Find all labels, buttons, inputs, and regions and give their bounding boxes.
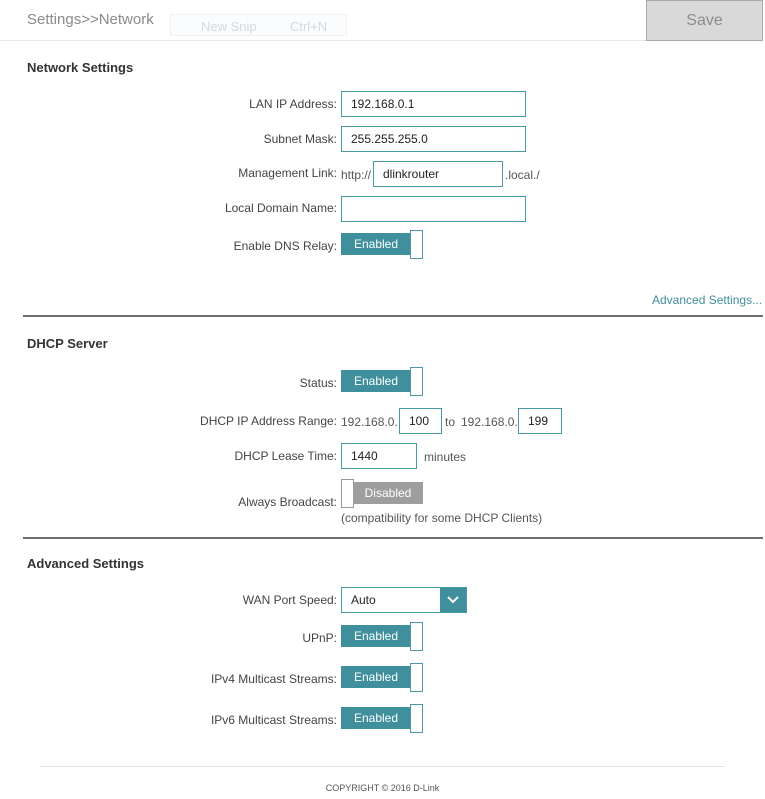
always-broadcast-note: (compatibility for some DHCP Clients) [341, 511, 543, 525]
ipv6-multicast-label: IPv6 Multicast Streams: [210, 713, 337, 727]
dhcp-lease-label: DHCP Lease Time: [234, 449, 337, 463]
dhcp-status-label: Status: [299, 376, 337, 390]
dhcp-status-state: Enabled [341, 370, 411, 392]
dhcp-lease-unit: minutes [424, 450, 467, 464]
management-link-input[interactable]: dlinkrouter [373, 161, 503, 187]
subnet-mask-label: Subnet Mask: [263, 132, 337, 146]
dns-relay-toggle[interactable] [341, 230, 423, 259]
snip-toolbar [170, 14, 347, 36]
dhcp-server-title: DHCP Server [27, 336, 108, 351]
always-broadcast-label: Always Broadcast: [238, 495, 337, 509]
section-divider [23, 537, 763, 539]
network-settings-title: Network Settings [27, 60, 134, 75]
toggle-knob [410, 704, 423, 733]
wan-port-speed-select[interactable] [341, 587, 467, 613]
dhcp-range-to: to [445, 415, 456, 429]
toggle-knob [410, 230, 423, 259]
advanced-settings-link[interactable]: Advanced Settings... [652, 293, 763, 307]
toggle-knob [410, 367, 423, 396]
local-domain-input[interactable] [341, 196, 526, 222]
dns-relay-label: Enable DNS Relay: [233, 239, 337, 253]
management-link-suffix: .local./ [505, 168, 540, 182]
ipv4-multicast-state: Enabled [341, 666, 411, 688]
header-divider [0, 40, 646, 41]
always-broadcast-state: Disabled [353, 482, 423, 504]
dhcp-range-prefix-start: 192.168.0. [341, 415, 398, 429]
snip-new-button[interactable]: New Snip [201, 19, 257, 34]
ipv4-multicast-toggle[interactable] [341, 663, 423, 692]
lan-ip-input[interactable]: 192.168.0.1 [341, 91, 526, 117]
lan-ip-label: LAN IP Address: [249, 97, 337, 111]
toggle-knob [410, 622, 423, 651]
dhcp-range-label: DHCP IP Address Range: [200, 414, 337, 428]
dhcp-status-toggle[interactable] [341, 367, 423, 396]
subnet-mask-input[interactable]: 255.255.255.0 [341, 126, 526, 152]
upnp-state: Enabled [341, 625, 411, 647]
advanced-settings-title: Advanced Settings [27, 556, 145, 571]
snip-shortcut-label: Ctrl+N [290, 19, 328, 34]
ipv6-multicast-state: Enabled [341, 707, 411, 729]
dhcp-range-prefix-end: 192.168.0. [461, 415, 518, 429]
ipv6-multicast-toggle[interactable] [341, 704, 423, 733]
management-link-prefix: http:// [341, 168, 372, 182]
upnp-toggle[interactable] [341, 622, 423, 651]
ipv4-multicast-label: IPv4 Multicast Streams: [210, 672, 337, 686]
toggle-knob [410, 663, 423, 692]
local-domain-label: Local Domain Name: [224, 201, 337, 215]
management-link-label: Management Link: [238, 166, 337, 180]
dhcp-lease-input[interactable]: 1440 [341, 443, 417, 469]
footer-divider [40, 766, 725, 767]
wan-port-speed-value: Auto [351, 593, 376, 607]
dhcp-range-start-input[interactable]: 100 [399, 408, 442, 434]
dns-relay-state: Enabled [341, 233, 411, 255]
dhcp-range-end-input[interactable]: 199 [518, 408, 562, 434]
breadcrumb: Settings>>Network [27, 11, 154, 28]
save-button[interactable]: Save [646, 0, 763, 41]
always-broadcast-toggle[interactable] [341, 479, 423, 508]
chevron-down-icon[interactable] [440, 588, 466, 612]
upnp-label: UPnP: [302, 631, 337, 645]
section-divider [23, 315, 763, 317]
copyright-text: COPYRIGHT © 2016 D-Link [325, 783, 440, 793]
wan-port-speed-label: WAN Port Speed: [242, 593, 337, 607]
